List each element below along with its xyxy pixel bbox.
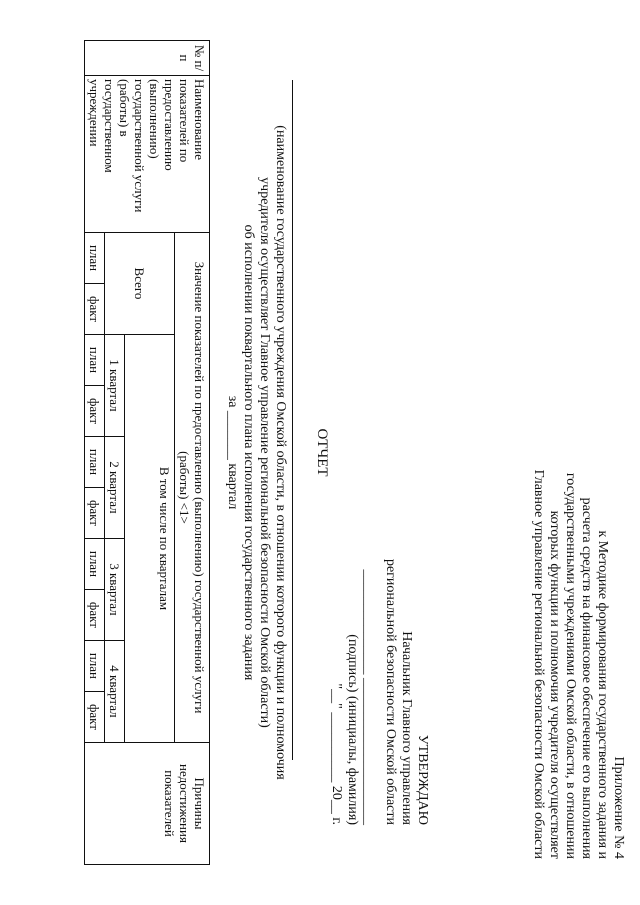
plan-header: план	[85, 334, 105, 385]
plan-header: план	[85, 233, 105, 284]
quarter-3-header: 3 квартал	[105, 538, 125, 640]
fact-header: факт	[85, 386, 105, 437]
plan-header: план	[85, 436, 105, 487]
appendix-line: государственными учреждениями Омской области, в отношении	[563, 472, 578, 859]
by-quarter-header: В том числе по кварталам	[125, 334, 175, 742]
approve-position: региональной безопасности Омской области	[383, 558, 398, 825]
fact-header: факт	[85, 284, 105, 335]
subtitle-line: (наименование государственного учреждения Омской области, в отношении которого функции и полномочия	[273, 125, 288, 780]
fact-header: факт	[85, 488, 105, 539]
signature-line: _______________ _____________________	[361, 569, 376, 825]
approve-title: УТВЕРЖДАЮ	[415, 734, 430, 825]
total-header: Всего	[105, 233, 175, 335]
signature-labels: (подпись) (инициалы, фамилия)	[345, 634, 360, 825]
subtitle-line: за _______ квартал	[225, 395, 240, 510]
document-subtitle	[224, 0, 288, 905]
document-title: ОТЧЕТ	[314, 428, 330, 477]
col-name-header: Наименование показателей по предоставлению (выполнению) государственной услуги (работы) в государственном учреждении	[85, 76, 210, 233]
fact-header: факт	[85, 691, 105, 742]
appendix-line: которых функции и полномочия учредителя осуществляет	[547, 510, 562, 859]
appendix-header	[530, 219, 626, 859]
quarter-1-header: 1 квартал	[105, 334, 125, 436]
col-number-header: № п/п	[85, 41, 210, 76]
plan-header: план	[85, 640, 105, 691]
quarter-4-header: 4 квартал	[105, 640, 125, 742]
appendix-line: Главное управление региональной безопасности Омской области	[531, 469, 546, 859]
appendix-line: к Методике формирования государственного задания и	[595, 530, 610, 859]
approval-block	[328, 465, 430, 825]
quarter-2-header: 2 квартал	[105, 436, 125, 538]
col-value-header: Значение показателей по предоставлению (выполнению) государственной услуги (работы) <1>	[175, 233, 210, 743]
subtitle-line: учредителя осуществляет Главное управление региональной безопасности Омской области)	[257, 177, 272, 728]
appendix-line: расчета средств на финансовое обеспечение его выполнения	[579, 497, 594, 859]
subtitle-line: об исполнении поквартального плана исполнения государственного задания	[241, 224, 256, 681]
report-table	[84, 40, 210, 865]
institution-name-underline	[292, 80, 293, 760]
date-line: "__" __________ 20__ г.	[329, 683, 344, 825]
approve-position: Начальник Главного управления	[399, 631, 414, 825]
col-reasons-header: Причины недостижения показателей	[85, 743, 210, 865]
appendix-line: Приложение № 4	[611, 756, 626, 859]
fact-header: факт	[85, 590, 105, 641]
plan-header: план	[85, 538, 105, 589]
